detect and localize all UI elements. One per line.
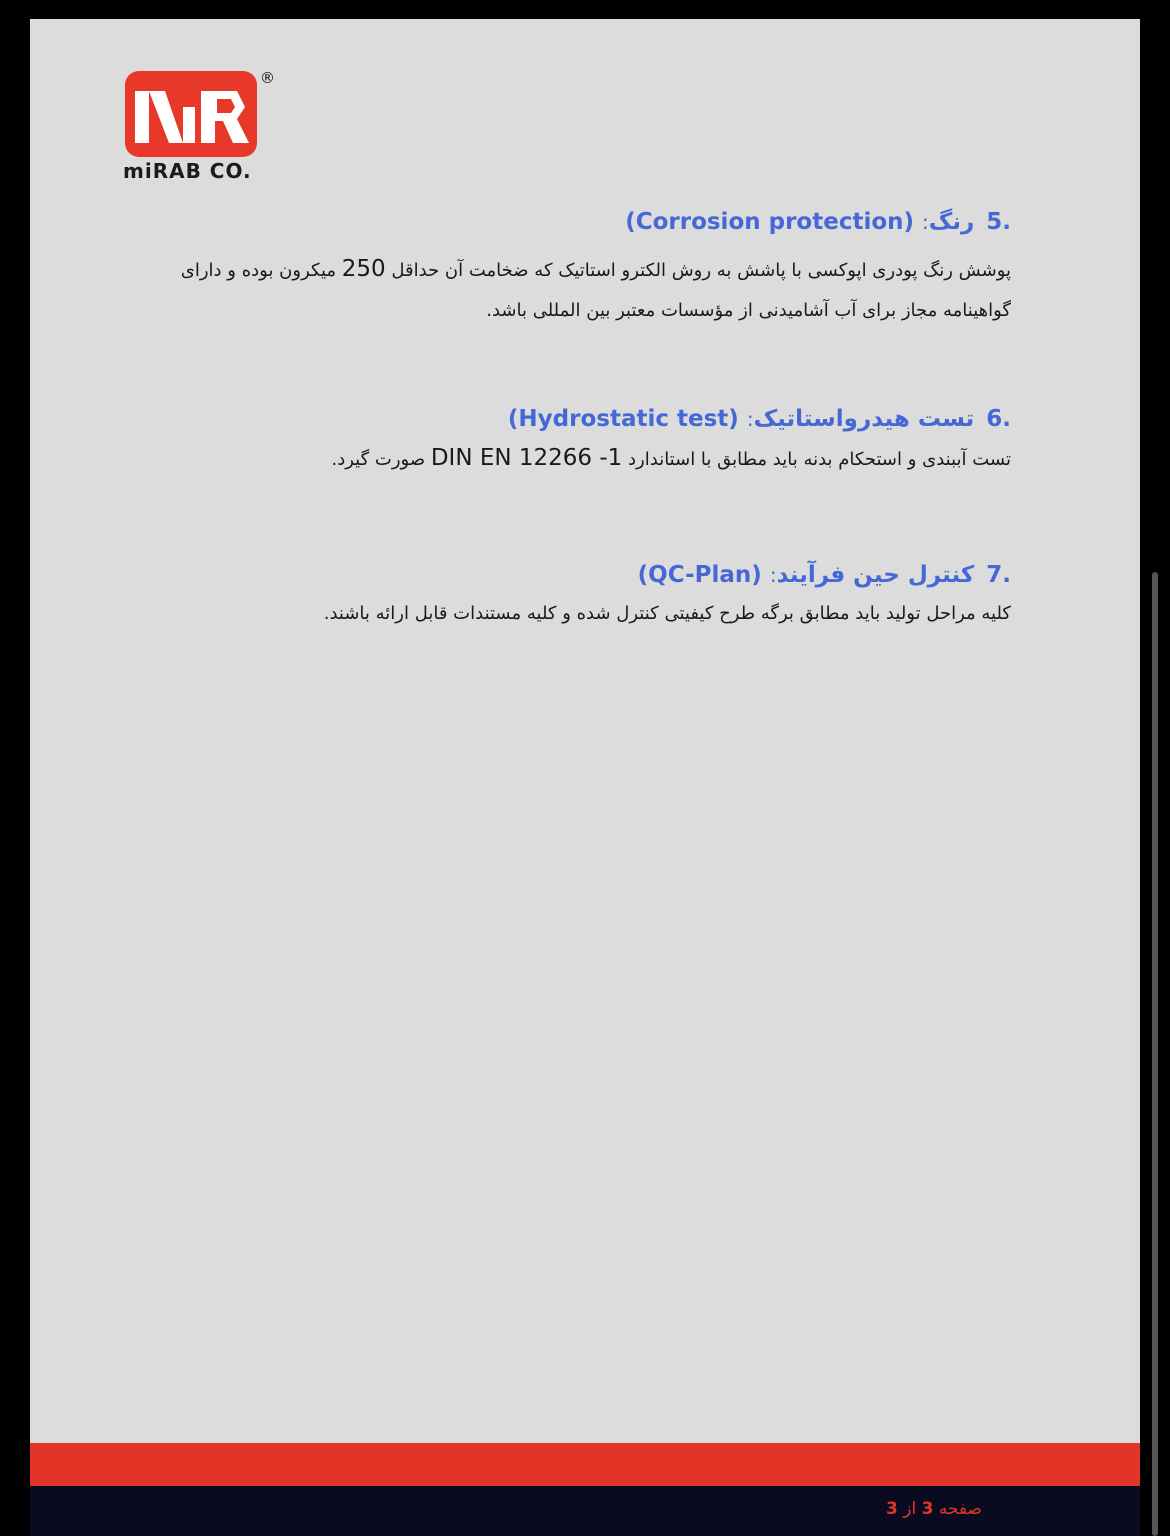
section-heading xyxy=(151,207,1011,237)
document-page xyxy=(30,19,1140,1536)
section-body xyxy=(151,594,1011,634)
body-number: 250 xyxy=(341,256,386,282)
body-text-part: تست آببندی و استحکام بدنه باید مطابق با استاندارد xyxy=(622,449,1011,470)
section-title-en: (Hydrostatic test) xyxy=(507,406,739,432)
section-heading xyxy=(151,404,1011,434)
section-title-fa: تست هیدرواستاتیک xyxy=(753,406,975,432)
body-standard-code: DIN EN 12266 -1 xyxy=(430,445,623,471)
section-colon: : xyxy=(922,210,929,234)
section-qc-plan xyxy=(151,560,1011,634)
of-word: از xyxy=(903,1499,917,1519)
section-heading xyxy=(151,560,1011,590)
total-pages: 3 xyxy=(886,1499,898,1519)
section-colon: : xyxy=(746,407,754,431)
section-number: .6 xyxy=(986,406,1011,432)
current-page: 3 xyxy=(921,1499,934,1519)
vertical-scrollbar[interactable] xyxy=(1152,572,1158,1536)
section-corrosion-protection xyxy=(151,207,1011,331)
registered-trademark: ® xyxy=(260,69,275,87)
section-title-en: (QC-Plan) xyxy=(637,562,762,588)
section-body xyxy=(151,438,1011,480)
section-number: .7 xyxy=(986,562,1011,588)
section-title-en: (Corrosion protection) xyxy=(625,209,915,235)
logo-mark-icon xyxy=(125,71,257,157)
logo-text: miRAB CO. xyxy=(123,159,252,183)
footer-red-bar xyxy=(30,1443,1140,1486)
section-hydrostatic-test xyxy=(151,404,1011,480)
body-text-part: میکرون بوده و دارای گواهینامه مجاز برای آب آشامیدنی از مؤسسات معتبر بین المللی باشد. xyxy=(180,260,1011,321)
body-text-part: کلیه مراحل تولید باید مطابق برگه طرح کیفیتی کنترل شده و کلیه مستندات قابل ارائه باشند. xyxy=(323,603,1011,624)
body-text-part: صورت گیرد. xyxy=(331,449,431,470)
section-body xyxy=(151,249,1011,331)
page-number xyxy=(886,1499,982,1519)
company-logo xyxy=(123,69,283,189)
section-title-fa: کنترل حین فرآیند xyxy=(776,562,975,588)
section-colon: : xyxy=(769,563,777,587)
body-text-part: پوشش رنگ پودری اپوکسی با پاشش به روش الکترو استاتیک که ضخامت آن حداقل xyxy=(385,260,1011,281)
section-number: .5 xyxy=(986,209,1011,235)
page-word: صفحه xyxy=(938,1499,982,1519)
section-title-fa: رنگ xyxy=(928,209,975,235)
logo-mark xyxy=(125,71,257,157)
